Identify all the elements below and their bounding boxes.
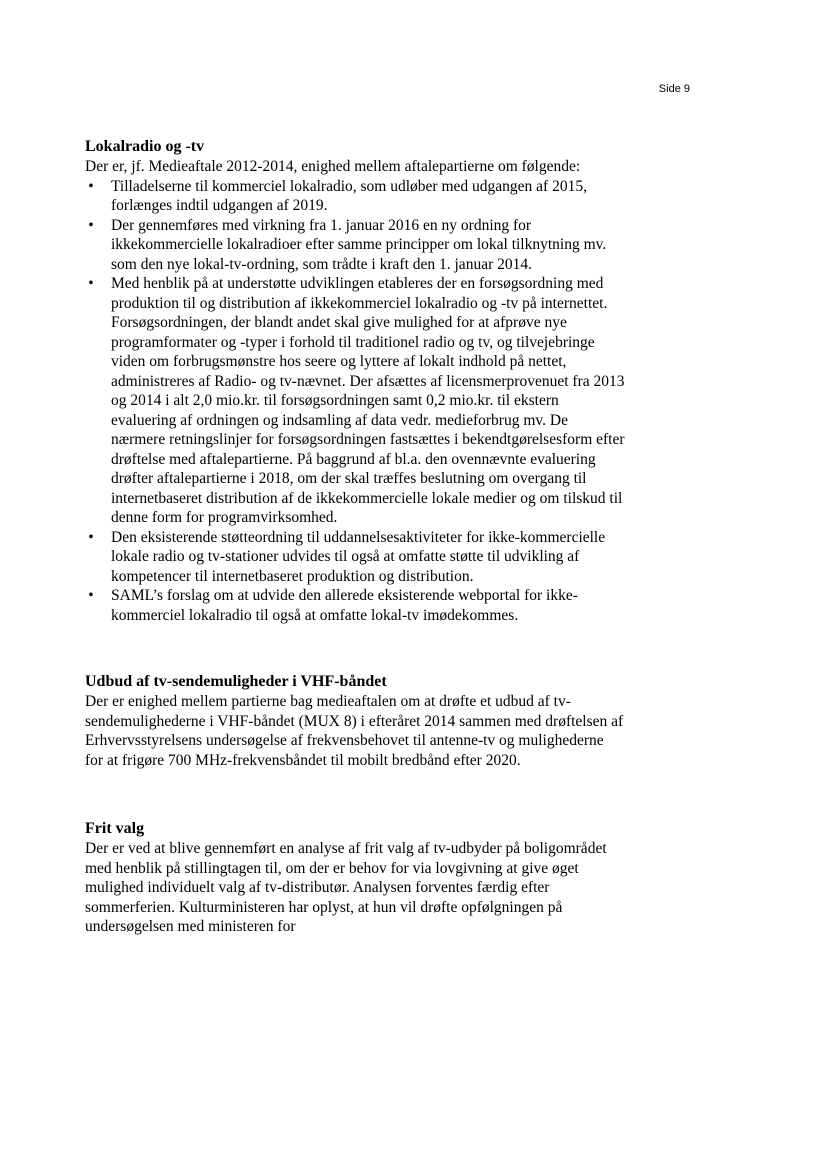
list-item — [85, 586, 625, 625]
section-heading: Udbud af tv-sendemuligheder i VHF-båndet — [85, 673, 387, 690]
page-content — [85, 137, 625, 937]
list-item-text: SAML’s forslag om at udvide den allerede eksisterende webportal for ikke-kommerciel lokalradio til også at omfatte lokal-tv imødekommes. — [111, 587, 578, 624]
list-item-text: Der gennemføres med virkning fra 1. januar 2016 en ny ordning for ikkekommercielle lokalradioer efter samme principper om lokal tilknytning mv. som den nye lokal-tv-ordning, som trådte i kraft den 1. januar 2014. — [111, 216, 607, 273]
bullet-icon: • — [88, 275, 94, 292]
section-spacer — [85, 770, 625, 819]
section-heading: Lokalradio og -tv — [85, 138, 205, 155]
bullet-icon: • — [88, 216, 94, 234]
section-intro: Der er, jf. Medieaftale 2012-2014, enighed mellem aftalepartierne om følgende: — [85, 158, 581, 175]
list-item — [85, 216, 625, 275]
list-item-text: Tilladelserne til kommerciel lokalradio, som udløber med udgangen af 2015, forlænges indtil udgangen af 2019. — [111, 177, 587, 214]
bullet-icon: • — [88, 587, 94, 604]
list-item-text: Den eksisterende støtteordning til uddannelsesaktiviteter for ikke-kommercielle lokale radio og tv-stationer udvides til også at omfatte støtte til udvikling af kompetencer til internetbaseret produktion og distribution. — [111, 528, 606, 585]
section-heading: Frit valg — [85, 820, 145, 837]
section-vhf-udbud — [85, 672, 625, 770]
list-item-text: Med henblik på at understøtte udviklingen etableres der en forsøgsordning med produktion til og distribution af ikkekommerciel lokalradio og -tv på internettet. Forsøgsordningen, der blandt andet skal give mulighed for at afprøve nye programformater og -typer i forhold til traditionel radio og tv, og tilvejebringe viden om forbrugsmønstre hos seere og lyttere af lokalt indhold på nettet, administreres af Radio- og tv-nævnet. Der afsættes af licensmerprovenuet fra 2013 og 2014 i alt 2,0 mio.kr. til forsøgsordningen samt 0,2 mio.kr. til ekstern evaluering af ordningen og indsamling af data vedr. medieforbrug mv. De nærmere retningslinjer for forsøgsordningen fastsættes i bekendtgørelsesform efter drøftelse med aftalepartierne. På baggrund af bl.a. den ovennævnte evaluering drøfter aftalepartierne i 2018, om der skal træffes beslutning om overgang til internetbaseret distribution af de ikkekommercielle lokale medier og om tilskud til denne form for programvirksomhed. — [111, 275, 625, 526]
page-number: Side 9 — [658, 83, 690, 95]
list-item — [85, 177, 625, 216]
section-body: Der er ved at blive gennemført en analyse af frit valg af tv-udbyder på boligområdet med henblik på stillingtagen til, om der er behov for via lovgivning at give øget mulighed individuelt valg af tv-distributør. Analysen forventes færdig efter sommerferien. Kulturministeren har oplyst, at hun vil drøfte opfølgningen på undersøgelsen med ministeren for — [85, 840, 607, 935]
list-item — [85, 274, 625, 528]
section-lokalradio — [85, 137, 625, 625]
bullet-icon: • — [88, 528, 94, 546]
section-frit-valg — [85, 819, 625, 937]
list-item — [85, 528, 625, 587]
section-spacer — [85, 625, 625, 672]
bullet-list — [85, 177, 625, 626]
bullet-icon: • — [88, 177, 94, 195]
section-body: Der er enighed mellem partierne bag medieaftalen om at drøfte et udbud af tv-sendemulighederne i VHF-båndet (MUX 8) i efteråret 2014 sammen med drøftelsen af Erhvervsstyrelsens undersøgelse af frekvensbehovet til antenne-tv og mulighederne for at frigøre 700 MHz-frekvensbåndet til mobilt bredbånd efter 2020. — [85, 693, 624, 769]
